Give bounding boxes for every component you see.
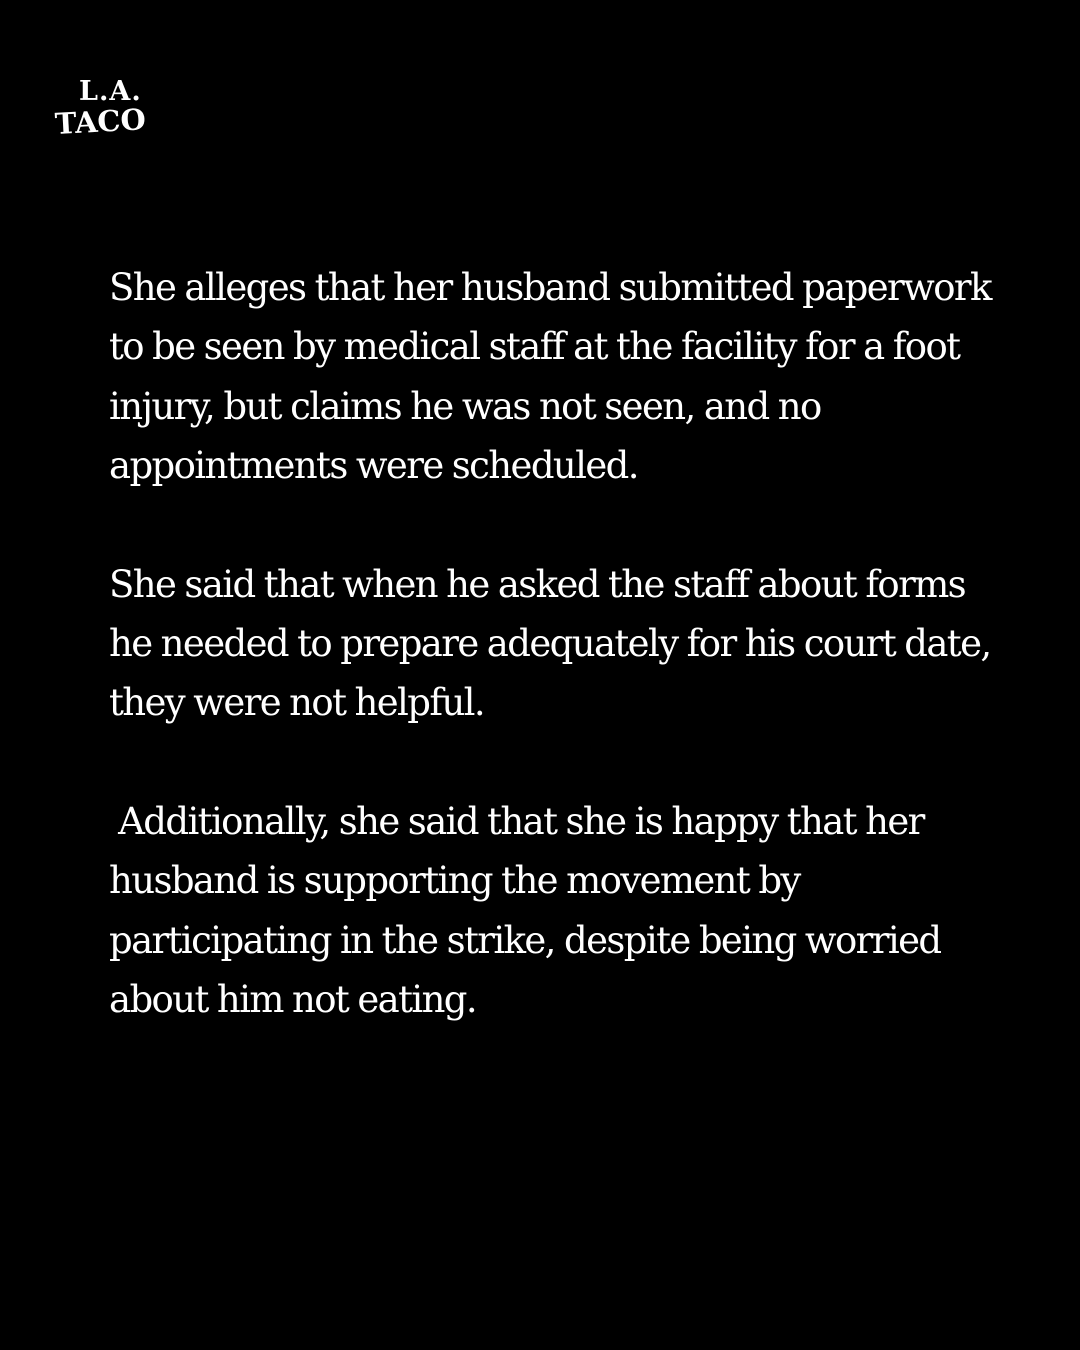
paragraph-2: She said that when he asked the staff about forms he needed to prepare adequately for his court date, they were not helpful. — [109, 562, 991, 725]
logo-line-taco: TACO — [54, 102, 147, 141]
paragraph-3: Additionally, she said that she is happy that her husband is supporting the movement by participating in the strike, despite being worried about him not eating. — [109, 799, 941, 1022]
paragraph-1: She alleges that her husband submitted paperwork to be seen by medical staff at the facility for a foot injury, but claims he was not seen, and no appointments were scheduled. — [109, 266, 991, 488]
logo-line-la: L.A. — [79, 76, 142, 107]
la-taco-logo — [52, 74, 172, 146]
article-text — [109, 258, 1009, 1029]
